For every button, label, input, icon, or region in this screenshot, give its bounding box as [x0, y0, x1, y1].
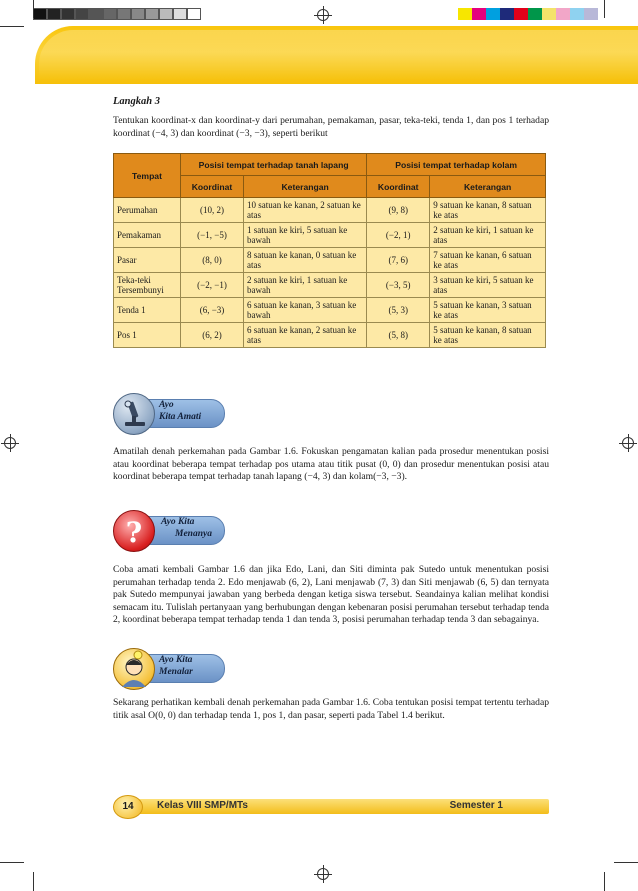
table-row	[114, 323, 546, 348]
thinking-person-icon	[113, 648, 155, 690]
cell-place: Pasar	[114, 248, 181, 273]
crop-mark	[33, 872, 34, 891]
menalar-paragraph: Sekarang perhatikan kembali denah perkemahan pada Gambar 1.6. Coba tentukan posisi tempat tertentu terhadap titik asal O(0, 0) dan terhadap tenda 1, pos 1, dan pasar, seperti pada Tabel 1.4 berikut.	[113, 697, 549, 721]
cell-note-field: 1 satuan ke kiri, 5 satuan ke bawah	[244, 223, 367, 248]
badge-line-2: Kita Amati	[159, 411, 202, 422]
table-row	[114, 298, 546, 323]
header-banner	[35, 26, 638, 84]
badge-line-2: Menanya	[175, 528, 212, 539]
menanya-paragraph: Coba amati kembali Gambar 1.6 dan jika Edo, Lani, dan Siti diminta pak Sutedo untuk menentukan posisi perumahan terhadap tenda 2. Edo menjawab (6, 2), Lani menjawab (7, 3) dan Siti menjawab (6, 5) dan ternyata pak Sutedo mempunyai jawaban yang berbeda dengan ketiga siswa tersebut. Seandainya kalian melihat kondisi semacam itu. Tulislah pertanyaan yang berhubungan dengan kebenaran posisi perumahan tersebut terhadap tenda 2, koordinat beberapa tempat terhadap tenda 1 dan tenda 3, posisi perumahan terhadap tenda 3 dan sebagainya.	[113, 564, 549, 626]
badge-line-2: Menalar	[159, 666, 193, 677]
question-mark-icon	[113, 510, 155, 552]
cell-coord-field: (8, 0)	[181, 248, 244, 273]
page-footer	[113, 795, 549, 817]
gray-calibration-bar	[33, 8, 201, 20]
color-calibration-bar	[458, 8, 598, 20]
cell-coord-pool: (5, 3)	[367, 298, 430, 323]
badge-menanya	[113, 510, 223, 550]
col-header-note-2: Keterangan	[430, 176, 546, 198]
cell-note-field: 6 satuan ke kanan, 2 satuan ke atas	[244, 323, 367, 348]
cell-place: Tenda 1	[114, 298, 181, 323]
table-row	[114, 273, 546, 298]
crop-mark	[604, 0, 605, 18]
cell-place: Teka-teki Tersembunyi	[114, 273, 181, 298]
badge-label	[161, 517, 212, 540]
col-header-note-1: Keterangan	[244, 176, 367, 198]
page-number: 14	[113, 795, 143, 819]
badge-label	[159, 400, 201, 423]
badge-line-1: Ayo Kita	[161, 517, 195, 527]
cell-note-pool: 5 satuan ke kanan, 8 satuan ke atas	[430, 323, 546, 348]
table-row	[114, 223, 546, 248]
col-header-coord-2: Koordinat	[367, 176, 430, 198]
cell-coord-pool: (−2, 1)	[367, 223, 430, 248]
cell-coord-field: (−1, −5)	[181, 223, 244, 248]
step-title: Langkah 3	[113, 96, 160, 107]
cell-note-pool: 3 satuan ke kiri, 5 satuan ke atas	[430, 273, 546, 298]
cell-note-pool: 9 satuan ke kanan, 8 satuan ke atas	[430, 198, 546, 223]
col-group-pool: Posisi tempat terhadap kolam	[367, 154, 546, 176]
microscope-icon	[113, 393, 155, 435]
registration-mark-right-icon	[622, 437, 634, 449]
table-row	[114, 248, 546, 273]
cell-note-field: 10 satuan ke kanan, 2 satuan ke atas	[244, 198, 367, 223]
crop-mark	[604, 872, 605, 891]
cell-note-pool: 7 satuan ke kanan, 6 satuan ke atas	[430, 248, 546, 273]
crop-mark	[0, 26, 24, 27]
cell-coord-pool: (−3, 5)	[367, 273, 430, 298]
badge-line-1: Ayo Kita	[159, 655, 193, 665]
col-group-field: Posisi tempat terhadap tanah lapang	[181, 154, 367, 176]
badge-amati	[113, 393, 223, 433]
cell-note-field: 6 satuan ke kanan, 3 satuan ke bawah	[244, 298, 367, 323]
badge-menalar	[113, 648, 223, 688]
cell-place: Pos 1	[114, 323, 181, 348]
intro-paragraph: Tentukan koordinat-x dan koordinat-y dari perumahan, pemakaman, pasar, teka-teki, tenda 1, dan pos 1 terhadap koordinat (−4, 3) dan koordinat (−3, −3), seperti berikut	[113, 115, 549, 139]
registration-mark-bottom-icon	[317, 868, 329, 880]
footer-semester-label: Semester 1	[449, 800, 503, 811]
cell-note-field: 2 satuan ke kiri, 1 satuan ke bawah	[244, 273, 367, 298]
coordinate-table	[113, 153, 546, 348]
cell-note-field: 8 satuan ke kanan, 0 satuan ke atas	[244, 248, 367, 273]
cell-place: Perumahan	[114, 198, 181, 223]
cell-coord-pool: (5, 8)	[367, 323, 430, 348]
table-row	[114, 198, 546, 223]
badge-line-1: Ayo	[159, 400, 174, 410]
cell-note-pool: 5 satuan ke kanan, 3 satuan ke atas	[430, 298, 546, 323]
registration-mark-left-icon	[4, 437, 16, 449]
crop-mark	[0, 862, 24, 863]
crop-mark	[614, 862, 638, 863]
cell-note-pool: 2 satuan ke kiri, 1 satuan ke atas	[430, 223, 546, 248]
cell-coord-field: (6, −3)	[181, 298, 244, 323]
crop-mark	[33, 0, 34, 18]
col-header-place: Tempat	[114, 154, 181, 198]
cell-coord-field: (−2, −1)	[181, 273, 244, 298]
cell-coord-pool: (7, 6)	[367, 248, 430, 273]
cell-coord-field: (6, 2)	[181, 323, 244, 348]
cell-place: Pemakaman	[114, 223, 181, 248]
svg-text:?: ?	[125, 516, 143, 549]
footer-class-label: Kelas VIII SMP/MTs	[157, 800, 248, 811]
cell-coord-pool: (9, 8)	[367, 198, 430, 223]
registration-mark-top-icon	[317, 9, 329, 21]
badge-label	[159, 655, 193, 678]
cell-coord-field: (10, 2)	[181, 198, 244, 223]
col-header-coord-1: Koordinat	[181, 176, 244, 198]
amati-paragraph: Amatilah denah perkemahan pada Gambar 1.6. Fokuskan pengamatan kalian pada prosedur menentukan posisi atau koordinat beberapa tempat terhadap pos utama atau titik pusat (0, 0) dan prosedur menentukan posisi atau koordinat beberapa tempat terhadap tanah lapang (−4, 3) dan kolam(−3, −3).	[113, 446, 549, 483]
